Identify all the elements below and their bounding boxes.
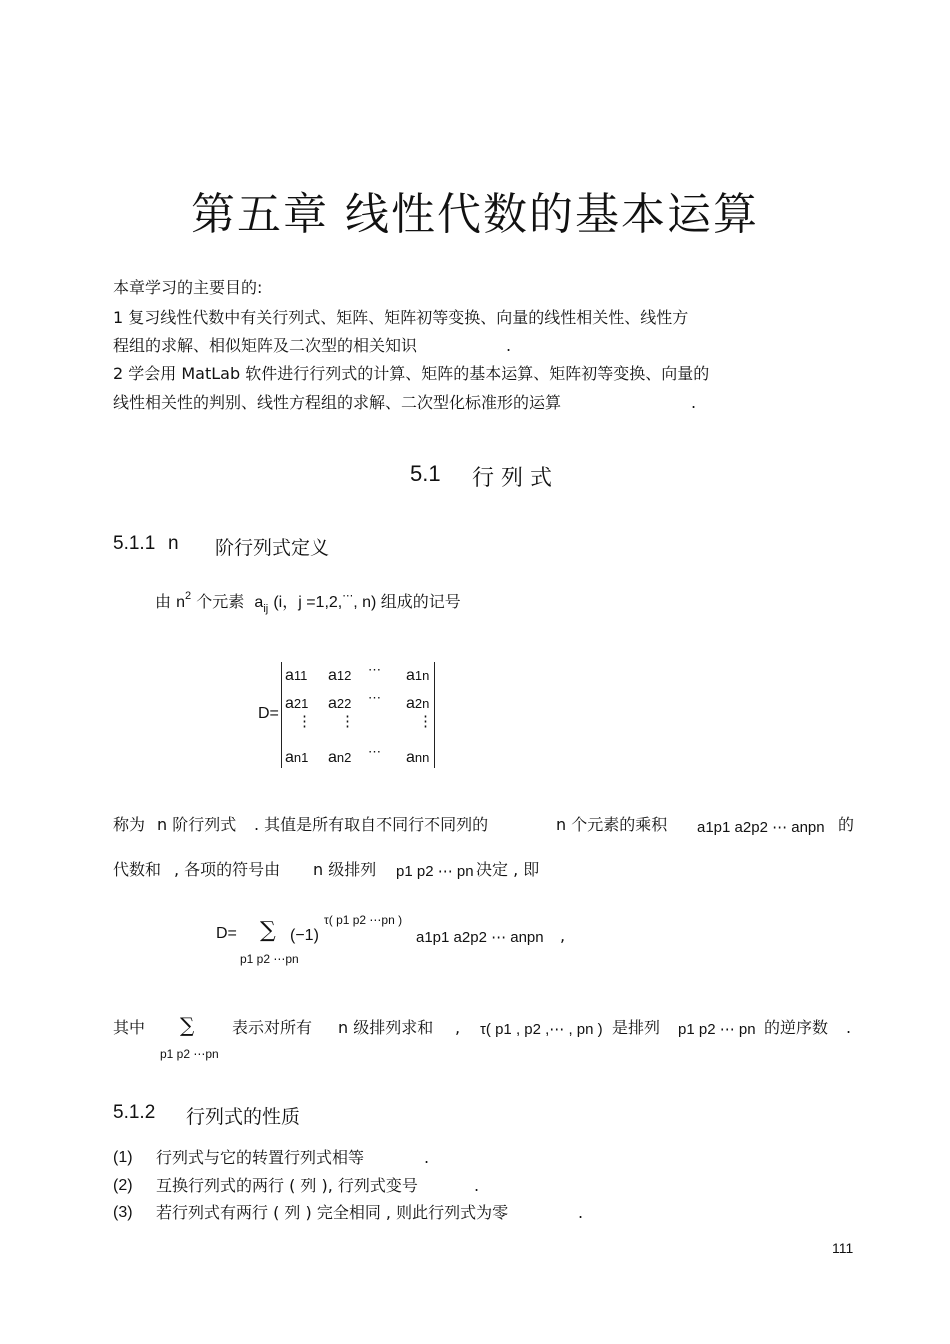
formula-terms: a1p1 a2p2 ⋯ anpn <box>416 929 544 946</box>
def-square: 2 <box>185 590 192 602</box>
det-label: D= <box>258 705 279 722</box>
def-n: n <box>176 594 186 611</box>
def-pre: 由 <box>155 592 172 611</box>
det-entry: a2n <box>406 695 430 712</box>
det-entry: a21 <box>285 695 309 712</box>
intro-line-2-end: . <box>506 336 512 355</box>
para2-line2a: 代数和 <box>113 860 162 879</box>
det-entry: a12 <box>328 667 352 684</box>
subsection-1-title: 阶行列式定义 <box>215 537 330 559</box>
det-entry: ⋯ <box>368 690 381 705</box>
para2-t3: . 其值是所有取自不同行不同列的 <box>254 815 489 834</box>
subsection-1-var: n <box>168 533 179 554</box>
para2-line2d: 决定 , 即 <box>476 860 540 879</box>
det-entry: an1 <box>285 749 309 766</box>
intro-line-1: 1 复习线性代数中有关行列式、矩阵、矩阵初等变换、向量的线性相关性、线性方 <box>113 308 689 327</box>
property-1-end: . <box>424 1148 430 1167</box>
property-1-text: 行列式与它的转置行列式相等 <box>156 1148 365 1167</box>
para3-under: p1 p2 ⋯pn <box>160 1047 219 1061</box>
det-entry: an2 <box>328 749 352 766</box>
det-entry: ⋮ <box>297 713 312 730</box>
property-3-text: 若行列式有两行 ( 列 ) 完全相同 , 则此行列式为零 <box>156 1203 509 1222</box>
page-number: 111 <box>832 1240 854 1256</box>
intro-line-2: 程组的求解、相似矩阵及二次型的相关知识 <box>113 336 418 355</box>
para2-line2c: n 级排列 <box>313 860 377 879</box>
det-entry: ⋯ <box>368 744 381 759</box>
subsection-1-number: 5.1.1 <box>113 533 156 554</box>
property-2-num: (2) <box>113 1177 133 1194</box>
para3-t1: 其中 <box>113 1018 146 1037</box>
det-entry: ⋯ <box>368 662 381 677</box>
intro-line-3: 2 学会用 MatLab 软件进行行列式的计算、矩阵的基本运算、矩阵初等变换、向量的 <box>113 364 710 383</box>
det-left-bar <box>281 662 282 768</box>
det-right-bar <box>434 662 435 768</box>
property-3-num: (3) <box>113 1204 133 1221</box>
det-entry: ⋮ <box>418 713 433 730</box>
intro-heading: 本章学习的主要目的: <box>113 278 263 297</box>
property-2-text: 互换行列式的两行 ( 列 ), 行列式变号 <box>156 1176 418 1195</box>
property-2-end: . <box>474 1176 480 1195</box>
para3-t2: 表示对所有 <box>232 1018 313 1037</box>
para2-t4: n 个元素的乘积 <box>556 815 668 834</box>
def-paren-end: , n) 组成的记号 <box>353 594 461 611</box>
subsection-2-number: 5.1.2 <box>113 1102 156 1123</box>
intro-line-4: 线性相关性的判别、线性方程组的求解、二次型化标准形的运算 <box>113 393 562 412</box>
para3-perm: p1 p2 ⋯ pn <box>678 1021 756 1038</box>
formula-sign: (−1) <box>290 927 319 944</box>
det-entry: a22 <box>328 695 352 712</box>
def-ij: ij <box>263 603 269 615</box>
para2-line2b: , 各项的符号由 <box>174 860 281 879</box>
section-title: 行 列 式 <box>472 466 552 491</box>
para3-t5: 是排列 <box>612 1018 661 1037</box>
det-entry: ann <box>406 749 430 766</box>
formula-tau: τ( p1 p2 ⋯pn ) <box>324 913 403 927</box>
formula-under: p1 p2 ⋯pn <box>240 952 299 966</box>
formula-end: , <box>560 926 566 945</box>
para3-t6: 的逆序数 <box>764 1018 829 1037</box>
para2-t5: 的 <box>838 815 855 834</box>
para3-sigma: ∑ <box>180 1013 195 1037</box>
formula-sigma: ∑ <box>260 918 276 943</box>
intro-line-4-end: . <box>691 393 697 412</box>
para3-t3: n 级排列求和 <box>338 1018 434 1037</box>
para3-t4: , <box>455 1018 461 1037</box>
def-paren: (i，j =1,2, <box>273 594 343 611</box>
def-dots: ⋯ <box>342 590 354 602</box>
det-entry: ⋮ <box>340 713 355 730</box>
para2-t1: 称为 <box>113 815 146 834</box>
para2-product: a1p1 a2p2 ⋯ anpn <box>697 819 825 836</box>
det-entry: a11 <box>285 667 308 684</box>
subsection-2-title: 行列式的性质 <box>186 1106 301 1128</box>
property-1-num: (1) <box>113 1149 133 1166</box>
para3-tau: τ( p1 , p2 ,⋯ , pn ) <box>480 1021 603 1038</box>
para3-t7: . <box>846 1018 852 1037</box>
def-mid: 个元素 <box>196 592 245 611</box>
det-entry: a1n <box>406 667 430 684</box>
para2-perm: p1 p2 ⋯ pn <box>396 863 474 880</box>
formula-lhs: D= <box>216 925 237 942</box>
definition-line <box>155 592 461 614</box>
section-number: 5.1 <box>410 461 441 486</box>
chapter-title: 第五章 线性代数的基本运算 <box>191 189 759 240</box>
para2-t2: n 阶行列式 <box>157 815 237 834</box>
property-3-end: . <box>578 1203 584 1222</box>
def-a: a <box>254 594 264 611</box>
